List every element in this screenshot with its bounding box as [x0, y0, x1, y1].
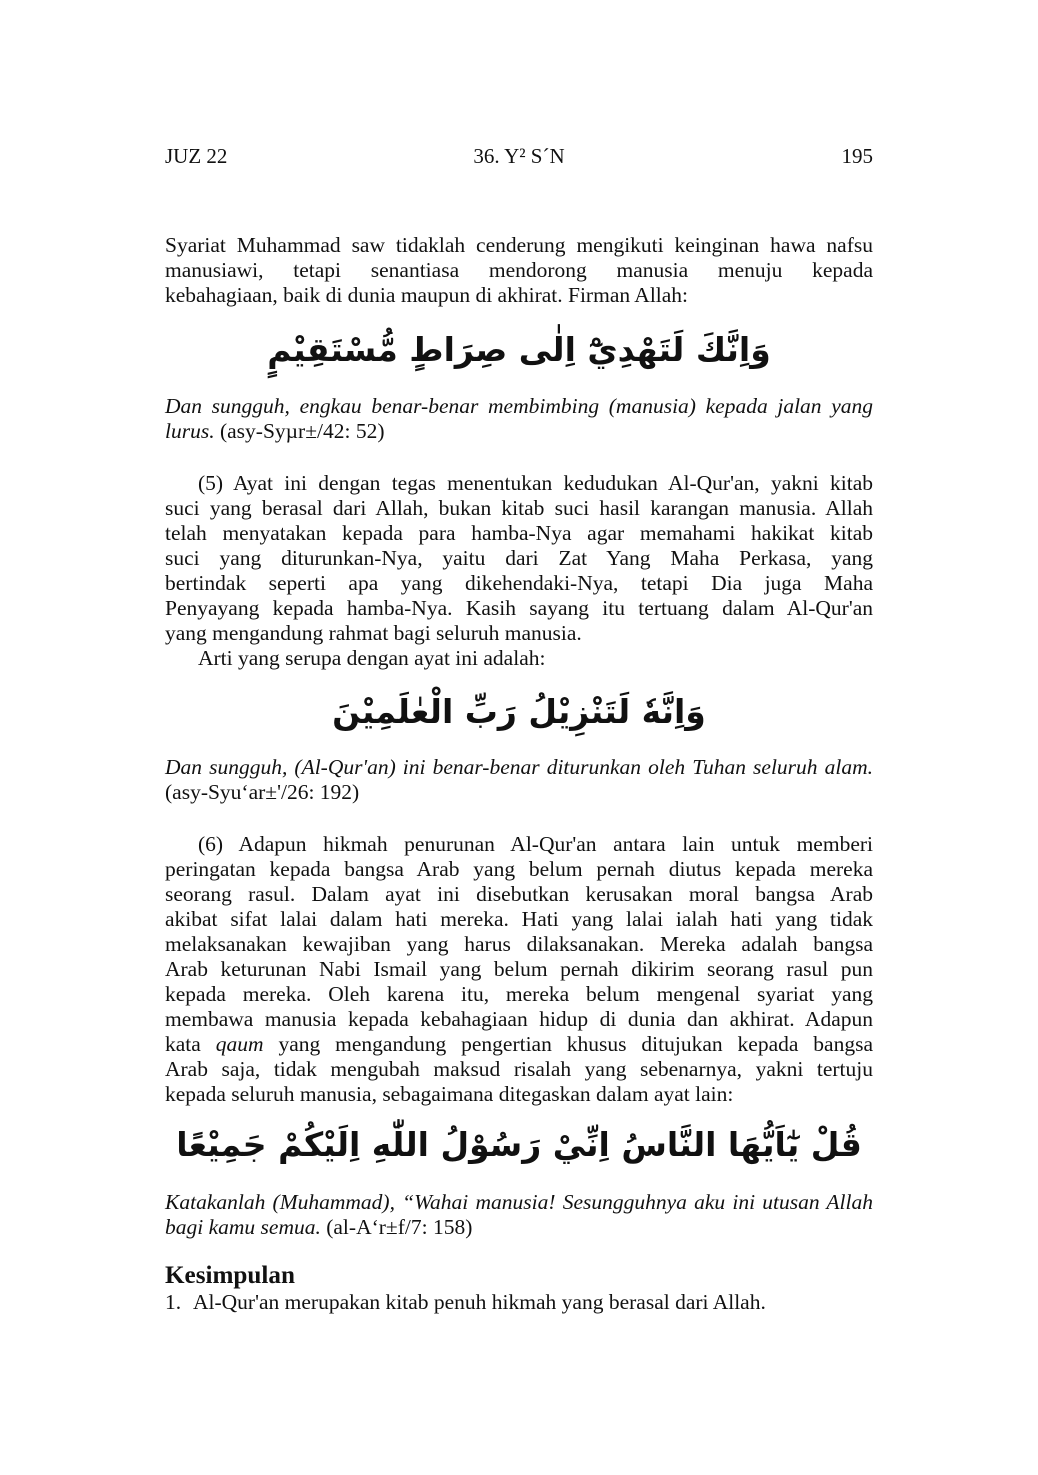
paragraph-intro: [165, 233, 873, 308]
text-line: Arti yang serupa dengan ayat ini adalah:: [198, 646, 546, 670]
arabic-verse-2: وَاِنَّهٗ لَتَنْزِيْلُ رَبِّ الْعٰلَمِيْنَ: [332, 692, 706, 731]
text-line: telah menyatakan kepada para hamba-Nya agar memahami hakikat kitab: [165, 521, 873, 545]
text-line: kebahagiaan, baik di dunia maupun di akhirat. Firman Allah:: [165, 283, 689, 307]
text-line: [165, 1032, 873, 1057]
paragraph-6: [165, 832, 873, 1107]
text-line: kepada seluruh manusia, sebagaimana ditegaskan dalam ayat lain:: [165, 1082, 734, 1106]
verse-reference: (asy-Syu‘ar±'/26: 192): [165, 780, 360, 804]
text-line: Arab keturunan Nabi Ismail yang belum pernah dikirim seorang rasul pun: [165, 957, 873, 981]
kata-rest: yang mengandung pengertian khusus ditujukan kepada bangsa: [278, 1032, 874, 1056]
text-line: peringatan kepada bangsa Arab yang belum pernah diutus kepada mereka: [165, 857, 873, 881]
text-line: manusiawi, tetapi senantiasa mendorong manusia menuju kepada: [165, 258, 873, 282]
text-line: suci yang berasal dari Allah, bukan kitab suci hasil karangan manusia. Allah: [165, 496, 873, 520]
list-number: 1.: [165, 1290, 182, 1314]
juz-label: JUZ 22: [165, 144, 228, 168]
translation-text: Dan sungguh, engkau benar-benar membimbing (manusia) kepada jalan yang lurus.: [165, 394, 873, 443]
text-line: kepada mereka. Oleh karena itu, mereka belum mengenal syariat yang: [165, 982, 873, 1006]
page-number: 195: [841, 144, 873, 168]
text-line: bertindak seperti apa yang dikehendaki-Nya, tetapi Dia juga Maha: [165, 571, 873, 595]
surah-title: 36. Y² S´N: [473, 144, 565, 168]
kata-word: kata: [165, 1032, 201, 1056]
text-line: (6) Adapun hikmah penurunan Al-Qur'an antara lain untuk memberi: [198, 832, 873, 856]
text-line: Arab saja, tidak mengubah maksud risalah yang sebenarnya, yakni tertuju: [165, 1057, 873, 1081]
page-header: [165, 144, 873, 172]
arabic-verse-1: وَاِنَّكَ لَتَهْدِيْٓ اِلٰى صِرَاطٍ مُّسْتَقِيْمٍ: [267, 330, 771, 369]
translation-text: Dan sungguh, (Al-Qur'an) ini benar-benar diturunkan oleh Tuhan seluruh alam.: [165, 755, 873, 779]
text-line: Syariat Muhammad saw tidaklah cenderung mengikuti keinginan hawa nafsu: [165, 233, 873, 257]
page-body: [165, 233, 873, 1315]
text-line: akibat sifat lalai dalam hati mereka. Hati yang lalai ialah hati yang tidak: [165, 907, 873, 931]
verse-reference: (al-A‘r±f/7: 158): [326, 1215, 473, 1239]
paragraph-5: [165, 471, 873, 671]
text-line: melaksanakan kewajiban yang harus dilaksanakan. Mereka adalah bangsa: [165, 932, 873, 956]
verse-1-translation: [165, 394, 873, 444]
list-item: [165, 1289, 873, 1315]
arabic-verse-3: قُلْ يٰٓاَيُّهَا النَّاسُ اِنِّيْ رَسُوْلُ اللّٰهِ اِلَيْكُمْ جَمِيْعًا: [176, 1125, 862, 1164]
text-line: (5) Ayat ini dengan tegas menentukan kedudukan Al-Qur'an, yakni kitab: [198, 471, 873, 495]
text-line: yang mengandung rahmat bagi seluruh manusia.: [165, 621, 582, 645]
text-line: seorang rasul. Dalam ayat ini disebutkan kerusakan moral bangsa Arab: [165, 882, 873, 906]
conclusion-heading: Kesimpulan: [165, 1262, 295, 1289]
translation-text: Katakanlah (Muhammad), “Wahai manusia! Sesungguhnya aku ini utusan Allah bagi kamu semua.: [165, 1190, 873, 1239]
verse-3-translation: [165, 1190, 873, 1240]
list-text: Al-Qur'an merupakan kitab penuh hikmah yang berasal dari Allah.: [193, 1290, 766, 1314]
text-line: membawa manusia kepada kebahagiaan hidup di dunia dan akhirat. Adapun: [165, 1007, 873, 1031]
verse-reference: (asy-Syµr±/42: 52): [219, 419, 385, 443]
qaum-term: qaum: [215, 1032, 264, 1056]
verse-2-translation: [165, 755, 873, 805]
text-line: suci yang diturunkan-Nya, yaitu dari Zat Yang Maha Perkasa, yang: [165, 546, 873, 570]
text-line: Penyayang kepada hamba-Nya. Kasih sayang itu tertuang dalam Al-Qur'an: [165, 596, 873, 620]
